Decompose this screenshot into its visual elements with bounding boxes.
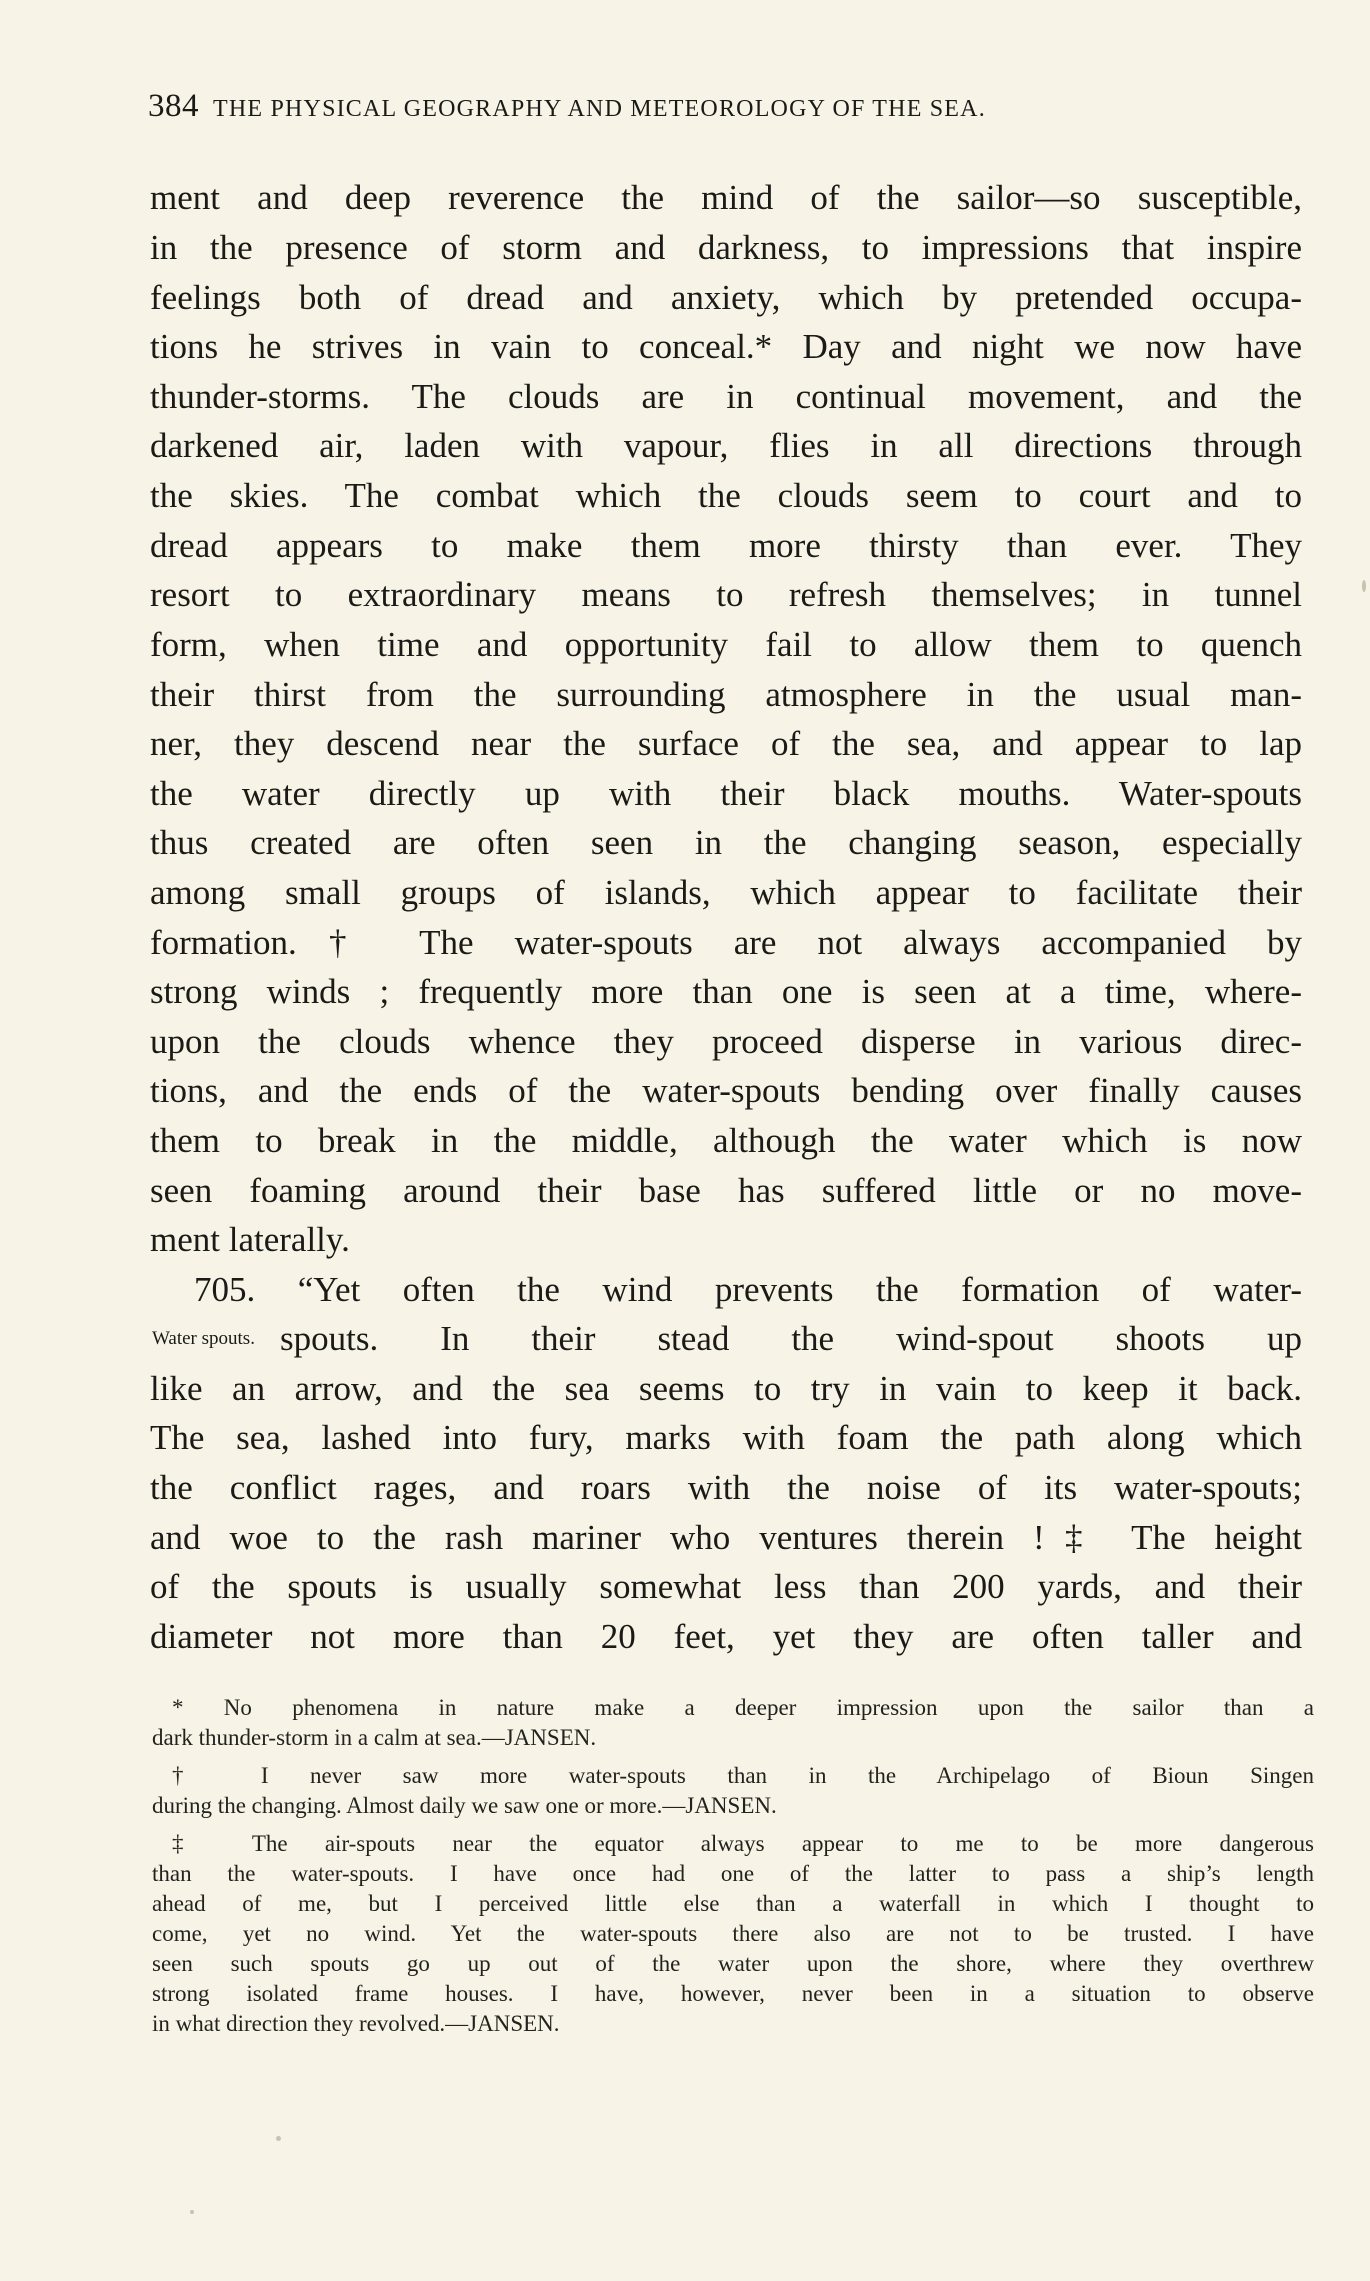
text-line: the skies. The combat which the clouds seem to court and to <box>150 476 1302 515</box>
text-line: formation.† The water-spouts are not always accompanied by <box>150 923 1302 962</box>
text-line: the water directly up with their black mouths. Water-spouts <box>150 774 1302 813</box>
footnote-line: than the water-spouts. I have once had one of the latter to pass a ship’s length <box>152 1861 1314 1886</box>
text-line: resort to extraordinary means to refresh themselves; in tunnel <box>150 575 1302 614</box>
margin-note: Water spouts. <box>152 1328 255 1349</box>
footnote-line: come, yet no wind. Yet the water-spouts there also are not to be trusted. I have <box>152 1921 1314 1946</box>
text-line: tions he strives in vain to conceal.* Day and night we now have <box>150 327 1302 366</box>
text-line: the conflict rages, and roars with the noise of its water-spouts; <box>150 1468 1302 1507</box>
text-line: strong winds ; frequently more than one is seen at a time, where- <box>150 972 1302 1011</box>
text-line: their thirst from the surrounding atmosphere in the usual man- <box>150 675 1302 714</box>
text-line: in the presence of storm and darkness, to impressions that inspire <box>150 228 1302 267</box>
text-line: ment laterally. <box>150 1220 350 1259</box>
footnote-line: ahead of me, but I perceived little else than a waterfall in which I thought to <box>152 1891 1314 1916</box>
text-line: spouts. In their stead the wind-spout shoots up <box>280 1319 1302 1358</box>
footnote-line: during the changing. Almost daily we saw one or more.—JANSEN. <box>152 1793 777 1818</box>
footnote-line: ‡ The air-spouts near the equator always appear to me to be more dangerous <box>172 1831 1314 1856</box>
text-line: and woe to the rash mariner who ventures therein !‡ The height <box>150 1518 1302 1557</box>
footnote-line: strong isolated frame houses. I have, however, never been in a situation to observe <box>152 1981 1314 2006</box>
paper-speck <box>190 2210 194 2214</box>
text-line: form, when time and opportunity fail to allow them to quench <box>150 625 1302 664</box>
text-line: darkened air, laden with vapour, flies in all directions through <box>150 426 1302 465</box>
text-line: seen foaming around their base has suffered little or no move- <box>150 1171 1302 1210</box>
paper-speck <box>276 2136 281 2141</box>
paper-speck <box>1362 580 1366 592</box>
text-line: of the spouts is usually somewhat less than 200 yards, and their <box>150 1567 1302 1606</box>
footnote-line: seen such spouts go up out of the water upon the shore, where they overthrew <box>152 1951 1314 1976</box>
footnote-line: in what direction they revolved.—JANSEN. <box>152 2011 560 2036</box>
text-line: feelings both of dread and anxiety, which by pretended occupa- <box>150 278 1302 317</box>
text-line: thunder-storms. The clouds are in continual movement, and the <box>150 377 1302 416</box>
text-line: dread appears to make them more thirsty than ever. They <box>150 526 1302 565</box>
text-line: thus created are often seen in the changing season, especially <box>150 823 1302 862</box>
text-line: them to break in the middle, although the water which is now <box>150 1121 1302 1160</box>
footnote-line: dark thunder-storm in a calm at sea.—JANSEN. <box>152 1725 597 1750</box>
running-head: THE PHYSICAL GEOGRAPHY AND METEOROLOGY OF THE SEA. <box>213 96 986 122</box>
page-header <box>148 88 1240 128</box>
text-line: among small groups of islands, which appear to facilitate their <box>150 873 1302 912</box>
text-line: tions, and the ends of the water-spouts bending over finally causes <box>150 1071 1302 1110</box>
section-opening: 705. “Yet often the wind prevents the formation of water- <box>194 1270 1302 1309</box>
text-line: upon the clouds whence they proceed disperse in various direc- <box>150 1022 1302 1061</box>
text-line: The sea, lashed into fury, marks with foam the path along which <box>150 1418 1302 1457</box>
text-line: diameter not more than 20 feet, yet they are often taller and <box>150 1617 1302 1656</box>
footnote-line: * No phenomena in nature make a deeper impression upon the sailor than a <box>172 1695 1314 1720</box>
text-line: ner, they descend near the surface of the sea, and appear to lap <box>150 724 1302 763</box>
footnote-line: † I never saw more water-spouts than in the Archipelago of Bioun Singen <box>172 1763 1314 1788</box>
text-line: like an arrow, and the sea seems to try in vain to keep it back. <box>150 1369 1302 1408</box>
text-line: ment and deep reverence the mind of the sailor—so susceptible, <box>150 178 1302 217</box>
page-number: 384 <box>148 88 199 124</box>
